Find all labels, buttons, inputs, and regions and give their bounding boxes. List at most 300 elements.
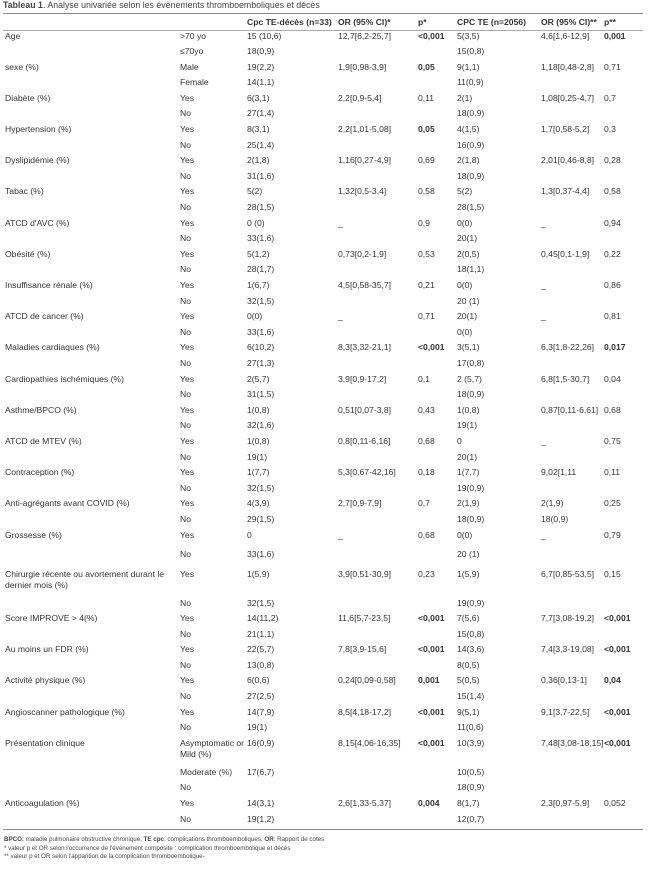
cpc-te-deces-value: 21(1,1) xyxy=(247,628,275,639)
variable-label xyxy=(3,296,178,312)
cpc-te-value: 15(0,8) xyxy=(457,628,485,639)
category: No xyxy=(180,451,191,462)
or-1-value xyxy=(336,452,416,468)
or-2-value: 1,3[0,37-4,4] xyxy=(541,186,590,197)
cpc-te-deces-value: 19(2,2) xyxy=(247,61,275,72)
table-row xyxy=(3,108,643,124)
cpc-te-deces-value: 2(5,7) xyxy=(247,373,270,384)
cpc-te-value: 19(0,9) xyxy=(457,597,485,608)
category: No xyxy=(180,139,191,150)
cpc-te-value: 10(3,9) xyxy=(457,737,485,748)
or-2-value: 6,8[1,5-30,7] xyxy=(541,373,590,384)
cpc-te-deces-value: 6(0,6) xyxy=(247,675,270,686)
table-row xyxy=(3,660,643,676)
table-row xyxy=(3,598,643,614)
or-1-value: 0,51[0,07-3,8] xyxy=(338,404,392,415)
p-1-value: 0,05 xyxy=(418,61,435,72)
p-1-value xyxy=(416,327,455,343)
variable-label: Au moins un FDR (%) xyxy=(5,644,89,655)
or-2-value xyxy=(539,660,602,676)
p-2-value: 0,22 xyxy=(604,248,621,259)
p-1-value: 0,68 xyxy=(418,529,435,540)
variable-label: Angioscanner pathologique (%) xyxy=(5,706,125,717)
variable-label xyxy=(3,264,178,280)
p-1-value: 0,53 xyxy=(418,248,435,259)
cpc-te-deces-value: 5(1,2) xyxy=(247,248,270,259)
or-2-value: _ xyxy=(541,529,546,540)
cpc-te-value: 0(0) xyxy=(457,217,473,228)
category: Yes xyxy=(180,467,195,478)
table-row xyxy=(3,358,643,374)
p-2-value: 0,94 xyxy=(604,217,621,228)
p-1-value xyxy=(416,483,455,499)
p-1-value xyxy=(416,202,455,218)
cpc-te-value: 5(0,5) xyxy=(457,675,480,686)
p-1-value: 0,1 xyxy=(418,373,430,384)
table-row xyxy=(3,186,643,202)
p-1-value xyxy=(416,722,455,738)
footnote-abbreviations xyxy=(4,836,324,845)
table-row xyxy=(3,569,643,598)
p-1-value: 0,11 xyxy=(418,92,435,103)
p-1-value: <0,001 xyxy=(418,644,445,655)
or-2-value: 7,48[3,08-18,15] xyxy=(541,737,604,748)
category: Yes xyxy=(180,155,195,166)
table-row xyxy=(3,46,643,62)
or-1-value: 11,6[5,7-23,5] xyxy=(338,613,391,624)
p-2-value xyxy=(602,389,643,405)
p-2-value: <0,001 xyxy=(604,644,631,655)
p-1-value xyxy=(416,140,455,156)
category: Male xyxy=(180,61,199,72)
p-2-value: 0,052 xyxy=(604,798,626,809)
or-2-value xyxy=(539,629,602,645)
cpc-te-value: 1(7,7) xyxy=(457,467,480,478)
table-row xyxy=(3,767,643,783)
or-1-value xyxy=(336,202,416,218)
or-2-value: 7,4[3,3-19,08] xyxy=(541,644,595,655)
variable-label: Obésité (%) xyxy=(5,248,51,259)
variable-label: Cardiopathies ischémiques (%) xyxy=(5,373,124,384)
or-1-value: 8,15[4,06-16,35] xyxy=(338,737,401,748)
or-2-value xyxy=(539,549,602,569)
cpc-te-deces-value: 1(7,7) xyxy=(247,467,270,478)
table-row xyxy=(3,452,643,468)
p-2-value: 0,017 xyxy=(604,342,626,353)
or-1-value xyxy=(336,629,416,645)
or-2-value: 9,1[3,7-22,5] xyxy=(541,706,590,717)
cpc-te-value: 20(1) xyxy=(457,233,478,244)
p-1-value: 0,21 xyxy=(418,280,435,290)
variable-label xyxy=(3,420,178,436)
or-1-value xyxy=(336,691,416,707)
category: No xyxy=(180,264,191,275)
table-row xyxy=(3,327,643,343)
cpc-te-deces-value: 19(1) xyxy=(247,451,268,462)
cpc-te-deces-value: 33(1,6) xyxy=(247,326,275,337)
or-2-value xyxy=(539,202,602,218)
p-2-value: 0,79 xyxy=(604,529,621,540)
p-1-value: 0,71 xyxy=(418,311,435,322)
or-1-value xyxy=(336,358,416,374)
variable-label xyxy=(3,598,178,614)
caption-prefix: Tableau 1 xyxy=(3,0,43,10)
variable-label: Age xyxy=(5,31,21,41)
cpc-te-value: 28(1,5) xyxy=(457,202,485,213)
variable-label xyxy=(3,171,178,187)
or-1-value: 0,8[0,11-6,16] xyxy=(338,435,391,446)
or-2-value xyxy=(539,420,602,436)
cpc-te-value: 5(2) xyxy=(457,186,473,197)
p-1-value: <0,001 xyxy=(418,31,445,41)
or-1-value: 3,9[0,51-30,9] xyxy=(338,568,392,579)
p-1-value: <0,001 xyxy=(418,342,445,353)
variable-label xyxy=(3,108,178,124)
cpc-te-value: 18(0,9) xyxy=(457,108,485,119)
category: Yes xyxy=(180,311,195,322)
variable-label xyxy=(3,549,178,569)
or-1-value xyxy=(336,327,416,343)
table-row xyxy=(3,296,643,312)
category: >70 yo xyxy=(180,31,207,41)
cpc-te-deces-value: 13(0,8) xyxy=(247,659,275,670)
cpc-te-deces-value: 32(1,5) xyxy=(247,482,275,493)
cpc-te-deces-value: 28(1,5) xyxy=(247,202,275,213)
or-1-value: _ xyxy=(338,217,343,228)
or-2-value: 4,6[1,6-12,9] xyxy=(541,31,590,41)
category: No xyxy=(180,420,191,431)
variable-label: Score IMPROVE > 4(%) xyxy=(5,613,98,624)
or-1-value xyxy=(336,46,416,62)
cpc-te-value: 17(0,8) xyxy=(457,357,485,368)
cpc-te-deces-value: 2(1,8) xyxy=(247,155,270,166)
p-2-value: 0,04 xyxy=(604,675,621,686)
cpc-te-deces-value: 33(1,6) xyxy=(247,549,275,559)
or-2-value: 1,7[0,58-5,2] xyxy=(541,124,590,135)
or-2-value xyxy=(539,327,602,343)
p-1-value: 0,58 xyxy=(418,186,435,197)
p-2-value xyxy=(602,140,643,156)
table-row xyxy=(3,782,643,798)
p-2-value: 0,68 xyxy=(604,404,621,415)
p-1-value xyxy=(416,660,455,676)
cpc-te-value: 0(0) xyxy=(457,529,473,540)
variable-label: Tabac (%) xyxy=(5,186,44,197)
caption-text: . Analyse univariée selon les évènements thromboemboliques et décès xyxy=(42,0,320,10)
category: No xyxy=(180,659,191,670)
p-2-value xyxy=(602,420,643,436)
abbr: OR xyxy=(264,836,274,843)
cpc-te-value: 20 (1) xyxy=(457,549,480,559)
p-2-value xyxy=(602,549,643,569)
category: Yes xyxy=(180,675,195,686)
category: Yes xyxy=(180,248,195,259)
or-1-value xyxy=(336,296,416,312)
category: No xyxy=(178,814,245,830)
variable-label: Grossesse (%) xyxy=(5,529,62,540)
table-row xyxy=(3,249,643,265)
cpc-te-value: 2(0,5) xyxy=(457,248,480,259)
column-header-or-1: OR (95% CI)* xyxy=(336,14,416,31)
cpc-te-deces-value: 27(2,5) xyxy=(247,691,275,702)
p-1-value: 0,18 xyxy=(418,467,435,478)
p-2-value xyxy=(602,483,643,499)
or-1-value: 12,7[6,2-25,7] xyxy=(338,31,392,41)
cpc-te-value: 9(1,1) xyxy=(457,61,480,72)
or-2-value: 6,7[0,85-53,5] xyxy=(541,568,595,579)
cpc-te-deces-value: 16(0,9) xyxy=(247,737,275,748)
category: ≤70yo xyxy=(180,46,204,57)
cpc-te-deces-value: 18(0,9) xyxy=(247,46,275,57)
variable-label: Diabète (%) xyxy=(5,92,51,103)
p-1-value: 0,9 xyxy=(418,217,430,228)
or-2-value xyxy=(539,782,602,798)
p-2-value xyxy=(602,358,643,374)
cpc-te-value: 16(0,9) xyxy=(457,139,485,150)
or-2-value: 1,08[0,25-4,7] xyxy=(541,92,595,103)
category: No xyxy=(180,482,191,493)
cpc-te-deces-value: 22(5,7) xyxy=(247,644,275,655)
p-2-value: 0,81 xyxy=(604,311,621,322)
cpc-te-value: 0 xyxy=(457,435,462,446)
p-2-value: 0,28 xyxy=(604,155,621,166)
or-1-value xyxy=(336,598,416,614)
or-1-value xyxy=(336,782,416,798)
category: No xyxy=(180,108,191,119)
or-2-value xyxy=(539,264,602,280)
variable-label: Présentation clinique xyxy=(5,737,85,748)
table-row xyxy=(3,280,643,296)
p-2-value xyxy=(602,722,643,738)
or-2-value xyxy=(539,358,602,374)
column-header-cpc-te: CPC TE (n=2056) xyxy=(455,14,539,31)
table-row xyxy=(3,218,643,234)
column-header-variable xyxy=(3,14,178,31)
category: Yes xyxy=(180,644,195,655)
column-header-p-1: p* xyxy=(416,14,455,31)
or-1-value xyxy=(336,549,416,569)
p-2-value xyxy=(602,264,643,280)
cpc-te-deces-value: 17(6,7) xyxy=(247,766,275,777)
or-2-value: 9,02[1,11 xyxy=(541,467,577,478)
or-1-value: 5,3[0,67-42,16] xyxy=(338,467,396,478)
variable-label: ATCD de MTEV (%) xyxy=(5,435,82,446)
variable-label xyxy=(3,660,178,676)
cpc-te-value: 8(1,7) xyxy=(457,798,480,809)
table-row xyxy=(3,420,643,436)
p-1-value: 0,69 xyxy=(418,155,435,166)
or-2-value: 2(1,9) xyxy=(541,498,564,509)
p-2-value xyxy=(602,202,643,218)
cpc-te-deces-value: 32(1,5) xyxy=(247,597,275,608)
or-1-value xyxy=(336,722,416,738)
table-row xyxy=(3,62,643,78)
variable-label: sexe (%) xyxy=(5,61,39,72)
table-row xyxy=(3,498,643,514)
cpc-te-value: 18(0,9) xyxy=(457,782,485,793)
variable-label xyxy=(3,514,178,530)
cpc-te-value: 1(0,8) xyxy=(457,404,480,415)
cpc-te-deces-value: 0 xyxy=(247,529,252,540)
abbr: TE cpc xyxy=(143,836,164,843)
or-1-value: 1,9[0,98-3,9] xyxy=(338,61,387,72)
p-1-value: 0,43 xyxy=(418,404,435,415)
or-2-value xyxy=(539,483,602,499)
p-1-value xyxy=(416,452,455,468)
cpc-te-value: 0(0) xyxy=(457,280,473,290)
variable-label xyxy=(3,77,178,93)
table-row xyxy=(3,738,643,767)
or-1-value: 8,3[3,32-21,1] xyxy=(338,342,392,353)
p-2-value xyxy=(602,767,643,783)
or-1-value: 8,5[4,18-17,2] xyxy=(338,706,392,717)
p-1-value xyxy=(416,629,455,645)
or-2-value xyxy=(539,722,602,738)
cpc-te-value: 18(0,9) xyxy=(457,513,485,524)
cpc-te-value: 18(0,9) xyxy=(457,170,485,181)
cpc-te-value: 2 (5,7) xyxy=(457,373,482,384)
table-row xyxy=(3,707,643,723)
p-1-value xyxy=(416,420,455,436)
p-1-value xyxy=(416,598,455,614)
or-2-value: _ xyxy=(541,311,546,322)
cpc-te-deces-value: 1(5,9) xyxy=(247,568,270,579)
table-row xyxy=(3,675,643,691)
table-body xyxy=(3,31,643,830)
table-row xyxy=(3,483,643,499)
cpc-te-deces-value: 27(1,3) xyxy=(247,357,275,368)
p-2-value xyxy=(602,171,643,187)
variable-label: Anti-agrégants avant COVID (%) xyxy=(5,498,130,509)
or-2-value xyxy=(539,46,602,62)
cpc-te-deces-value: 19(1) xyxy=(247,722,268,733)
cpc-te-value: 19(0,9) xyxy=(457,482,485,493)
p-1-value xyxy=(416,782,455,798)
or-2-value xyxy=(539,814,602,830)
or-2-value xyxy=(539,767,602,783)
table-row xyxy=(3,405,643,421)
variable-label xyxy=(3,782,178,798)
category: No xyxy=(180,233,191,244)
or-1-value xyxy=(336,77,416,93)
cpc-te-value: 4(1,5) xyxy=(457,124,480,135)
p-2-value xyxy=(602,691,643,707)
or-1-value xyxy=(336,514,416,530)
category: Yes xyxy=(180,529,195,540)
category: No xyxy=(180,357,191,368)
table-row xyxy=(3,549,643,569)
or-1-value xyxy=(336,483,416,499)
variable-label: Dyslipidémie (%) xyxy=(5,155,70,166)
table-row xyxy=(3,124,643,140)
p-2-value xyxy=(602,782,643,798)
table-row xyxy=(3,311,643,327)
variable-label xyxy=(3,389,178,405)
p-1-value: 0,05 xyxy=(418,124,435,135)
p-1-value xyxy=(416,514,455,530)
or-2-value: 0,36[0,13-1] xyxy=(541,675,587,686)
or-2-value: 1,18[0,48-2,8] xyxy=(541,61,595,72)
abbr-def: : complications thromboemboliques, xyxy=(163,836,265,843)
univariate-analysis-table xyxy=(3,13,643,830)
category: Yes xyxy=(180,798,195,809)
or-1-value xyxy=(336,171,416,187)
p-1-value xyxy=(416,233,455,249)
column-header-p-2: p** xyxy=(602,14,643,31)
p-1-value xyxy=(416,108,455,124)
category: Yes xyxy=(180,568,195,579)
or-2-value: 0,45[0,1-1,9] xyxy=(541,248,590,259)
p-2-value: 0,71 xyxy=(604,61,621,72)
p-2-value: 0,86 xyxy=(604,280,621,290)
p-2-value: <0,001 xyxy=(604,737,631,748)
p-1-value: 0,68 xyxy=(418,435,435,446)
variable-label xyxy=(3,483,178,499)
cpc-te-deces-value: 1(0,8) xyxy=(247,435,270,446)
category: No xyxy=(180,389,191,400)
table-row xyxy=(3,233,643,249)
table-row xyxy=(3,77,643,93)
or-2-value xyxy=(539,691,602,707)
cpc-te-deces-value: 29(1,5) xyxy=(247,513,275,524)
p-1-value xyxy=(416,549,455,569)
cpc-te-value: 7(5,6) xyxy=(457,613,480,624)
variable-label: Hypertension (%) xyxy=(5,124,72,135)
category: No xyxy=(180,295,191,306)
p-1-value xyxy=(416,767,455,783)
cpc-te-deces-value: 14(1,1) xyxy=(247,77,275,88)
abbr-def: : Rapport de cotes xyxy=(273,836,325,843)
p-1-value xyxy=(416,389,455,405)
cpc-te-value: 18(0,9) xyxy=(457,389,485,400)
variable-label xyxy=(3,327,178,343)
p-1-value xyxy=(416,46,455,62)
category: No xyxy=(180,549,191,559)
cpc-te-deces-value: 32(1,6) xyxy=(247,420,275,431)
or-1-value: 7,8[3,9-15,6] xyxy=(338,644,387,655)
category: No xyxy=(180,326,191,337)
cpc-te-value: 11(0,9) xyxy=(457,77,484,88)
cpc-te-value: 0(0) xyxy=(457,326,473,337)
category: Yes xyxy=(180,217,195,228)
p-2-value xyxy=(602,108,643,124)
cpc-te-deces-value: 1(6,7) xyxy=(247,280,270,290)
or-1-value: 1,16[0,27-4,9] xyxy=(338,155,392,166)
cpc-te-deces-value: 1(0,8) xyxy=(247,404,270,415)
category: No xyxy=(180,782,191,793)
p-1-value xyxy=(416,691,455,707)
cpc-te-deces-value: 32(1,5) xyxy=(247,295,275,306)
category: Yes xyxy=(180,404,195,415)
category: No xyxy=(180,691,191,702)
p-1-value: <0,001 xyxy=(418,706,445,717)
or-1-value: 4,5[0,58-35,7] xyxy=(338,280,392,290)
p-1-value xyxy=(416,814,455,830)
or-1-value xyxy=(336,389,416,405)
or-2-value xyxy=(539,140,602,156)
cpc-te-value: 5(3,5) xyxy=(457,31,480,41)
cpc-te-value: 15(1,4) xyxy=(457,691,485,702)
cpc-te-value: 20(1) xyxy=(457,311,478,322)
table-row xyxy=(3,171,643,187)
p-1-value: 0,001 xyxy=(418,675,440,686)
cpc-te-value: 20(1) xyxy=(457,451,478,462)
category: Yes xyxy=(180,706,195,717)
or-1-value: 2,7[0,9-7,9] xyxy=(338,498,382,509)
category: Yes xyxy=(180,373,195,384)
cpc-te-deces-value: 33(1,6) xyxy=(247,233,275,244)
or-1-value: _ xyxy=(338,529,343,540)
